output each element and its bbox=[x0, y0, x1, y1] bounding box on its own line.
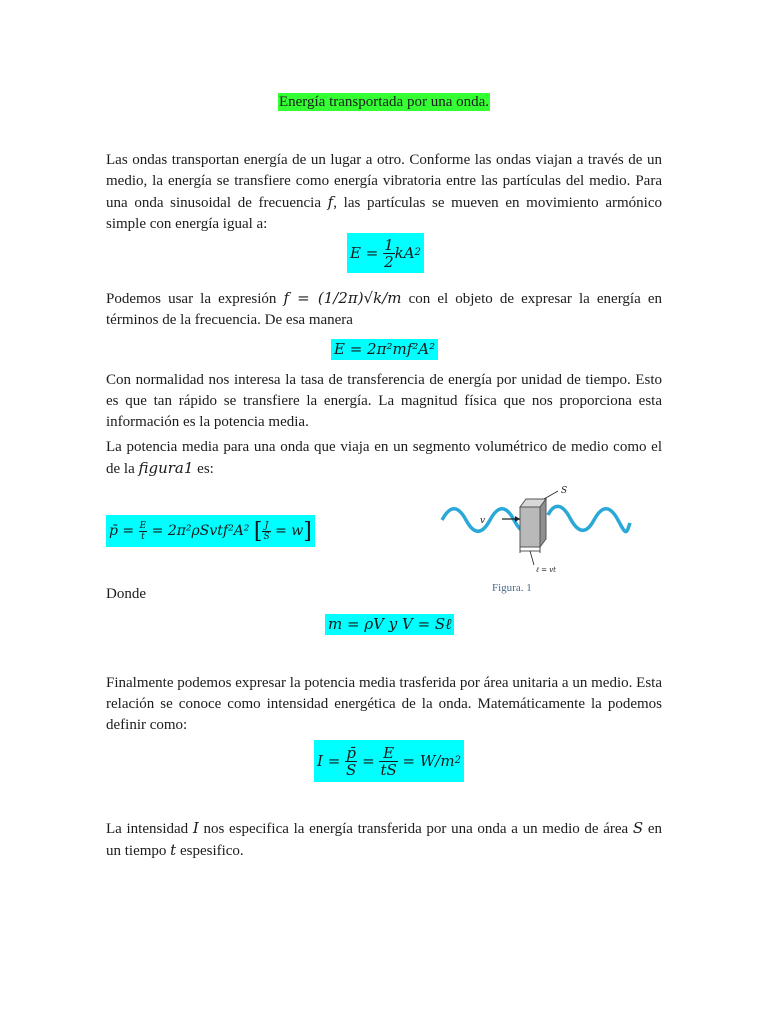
wave-figure bbox=[440, 485, 640, 580]
eq3-unit-fraction bbox=[262, 521, 270, 542]
paragraph-1-end: , las partículas se mueven en movimiento armónico simple con energía igual a: bbox=[106, 195, 662, 232]
paragraph-6-a: La intensidad bbox=[106, 821, 189, 837]
figure-reference: figura1 bbox=[138, 459, 194, 477]
eq5-f2-num: E bbox=[379, 745, 397, 762]
velocity-arrowhead bbox=[515, 516, 520, 522]
volume-box-front bbox=[520, 507, 540, 547]
intensity-var: I bbox=[192, 819, 199, 837]
bracket-close: ] bbox=[303, 518, 312, 544]
figure-caption: Figura. 1 bbox=[492, 582, 532, 594]
equation-intensity: I = $\frac{p̄}{S}$ = $\frac{E}{tS}$ = W/m 2 bbox=[314, 740, 464, 782]
paragraph-2-start: Podemos usar la expresión bbox=[106, 291, 277, 307]
paragraph-2 bbox=[106, 288, 662, 331]
equation-energy-frequency: E = 2π²mf²A² bbox=[331, 339, 438, 360]
frequency-var: f bbox=[327, 193, 334, 211]
eq3-num: E bbox=[139, 520, 147, 531]
paragraph-6-b: nos especifica la energía transferida por una onda a un medio de área bbox=[203, 821, 629, 837]
eq5-lhs: I = bbox=[317, 752, 341, 770]
title-wrap bbox=[0, 93, 768, 111]
label-v: v bbox=[480, 516, 486, 526]
paragraph-1-text: Las ondas transportan energía de un lugar a otro. Conforme las ondas viajan a través de un medio, la energía se transfiere como energía vibratoria entre las partículas del medio. Para una onda sinusoidal de frecuencia bbox=[106, 152, 662, 211]
bracket-open: [ bbox=[253, 518, 263, 544]
label-s: S bbox=[561, 486, 568, 496]
donde-text: Donde bbox=[106, 586, 146, 602]
eq5-fraction-1 bbox=[345, 745, 357, 778]
wave-right bbox=[548, 506, 630, 531]
eq5-f2-den: tS bbox=[380, 760, 397, 779]
eq1-rhs: kA bbox=[394, 244, 415, 262]
eq5-rhs: = W/m bbox=[402, 752, 455, 770]
equation-power bbox=[106, 515, 315, 547]
paragraph-6-c: en un tiempo bbox=[106, 821, 662, 859]
paragraph-4-start: La potencia media para una onda que viaja en un segmento volumétrico de medio como el de la bbox=[106, 439, 662, 477]
eq3-unit-rhs: = w bbox=[275, 523, 304, 539]
paragraph-5: Finalmente podemos expresar la potencia media trasferida por área unitaria a un medio. Esta relación se conoce como intensidad energética de la onda. Matemáticamente la podemos definir como: bbox=[106, 675, 662, 733]
document-title: Energía transportada por una onda. bbox=[278, 94, 490, 110]
eq3-unit-den: S bbox=[263, 531, 270, 542]
eq3-unit-num: J bbox=[262, 521, 270, 532]
paragraph-2-end: con el objeto de expresar la energía en términos de la frecuencia. De esa manera bbox=[106, 291, 662, 328]
eq1-lhs: E = bbox=[350, 244, 379, 262]
paragraph-4-end: es: bbox=[197, 461, 214, 477]
paragraph-1 bbox=[106, 150, 662, 235]
eq3-lhs: p̄ = bbox=[109, 523, 135, 539]
paragraph-3: Con normalidad nos interesa la tasa de transferencia de energía por unidad de tiempo. Esto es que tan rápido se transfiere la energía. La magnitud física que nos proporciona esta información es la potencia media. bbox=[106, 372, 662, 430]
area-var: S bbox=[632, 819, 644, 837]
paragraph-4 bbox=[106, 437, 662, 480]
eq1-num: 1 bbox=[384, 235, 394, 254]
frequency-expression: f = (1/2π)√k/m bbox=[283, 289, 402, 307]
time-var: t bbox=[170, 841, 177, 859]
volume-box-side bbox=[540, 499, 546, 547]
eq1-den: 2 bbox=[384, 252, 394, 271]
equation-mass-volume: m = ρV y V = Sℓ bbox=[325, 614, 454, 635]
eq5-f1-den: S bbox=[346, 760, 357, 779]
eq5-fraction-2 bbox=[379, 745, 397, 778]
eq3-rhs: = 2π²ρSvtf²A² bbox=[151, 523, 250, 539]
length-pointer bbox=[530, 551, 534, 565]
paragraph-6-d: espesifico. bbox=[179, 843, 244, 859]
eq1-fraction bbox=[383, 237, 395, 270]
eq3-fraction bbox=[139, 521, 148, 542]
paragraph-6 bbox=[106, 818, 662, 862]
label-s-pointer bbox=[544, 491, 558, 499]
label-length: ℓ = vt bbox=[536, 566, 556, 574]
equation-energy: E = $\frac{1}{2}$ kA 2 bbox=[347, 233, 424, 273]
eq3-den: t bbox=[141, 531, 145, 542]
eq5-f1-num: p̄ bbox=[346, 743, 356, 762]
